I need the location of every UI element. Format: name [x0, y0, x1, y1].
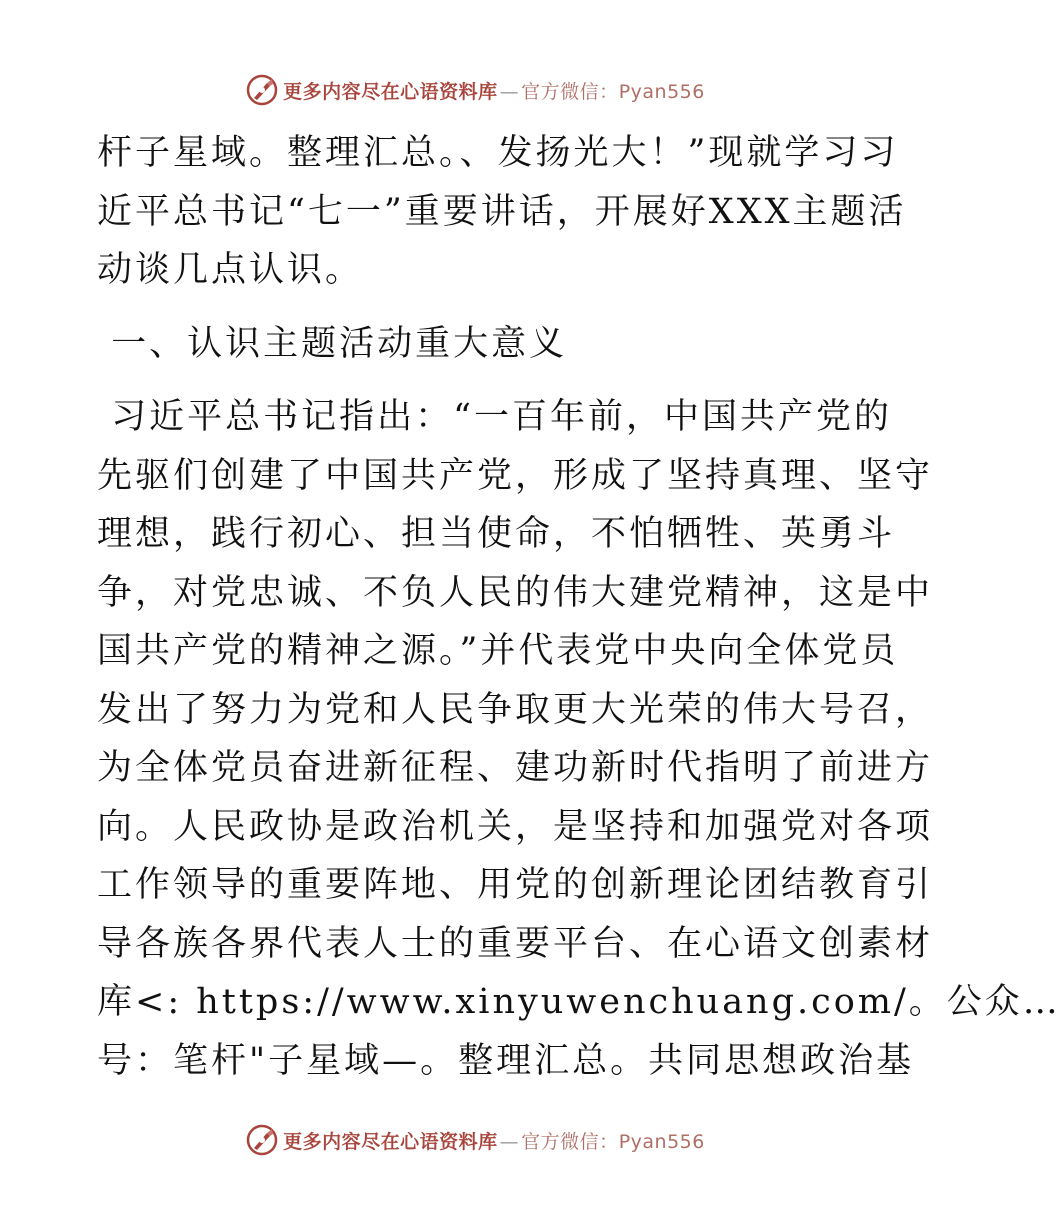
- document-body: [97, 124, 1061, 1090]
- text-line: 动谈几点认识。: [97, 250, 364, 290]
- heading-text: 一、认识主题活动重大意义: [97, 323, 568, 364]
- text-line: 习近平总书记指出：“一百年前，中国共产党的: [97, 397, 893, 437]
- text-line: 国共产党的精神之源。”并代表党中央向全体党员: [97, 631, 899, 671]
- watermark-separator: —: [499, 80, 520, 103]
- text-line: 向。人民政协是政治机关，是坚持和加强党对各项: [97, 806, 934, 847]
- text-line-url: 库<: https://www.xinyuwenchuang.com/。公众…: [97, 982, 1061, 1022]
- watermark-wechat-id: Pyan556: [618, 1130, 705, 1153]
- text-line: 导各族各界代表人士的重要平台、在心语文创素材: [97, 923, 934, 964]
- paragraph-body: [97, 388, 1061, 1090]
- watermark-text: [283, 1127, 705, 1154]
- text-line: 发出了努力为党和人民争取更大光荣的伟大号召，: [97, 689, 934, 730]
- watermark-wechat-label: 官方微信：: [521, 80, 619, 103]
- text-line: 为全体党员奋进新征程、建功新时代指明了前进方: [97, 748, 934, 788]
- text-line: 近平总书记“七一”重要讲话，开展好XXX主题活: [97, 191, 907, 232]
- text-line: 杆子星域。整理汇总。、发扬光大！”现就学习习: [97, 133, 899, 173]
- watermark-main-text: 更多内容尽在心语资料库: [283, 80, 498, 103]
- quill-pen-icon: [245, 73, 279, 107]
- text-line: 争，对党忠诚、不负人民的伟大建党精神，这是中: [97, 572, 934, 613]
- text-line: 理想，践行初心、担当使命，不怕牺牲、英勇斗: [97, 514, 896, 554]
- watermark-text: [283, 77, 705, 104]
- header-watermark-banner: [0, 70, 950, 110]
- quill-pen-icon: [245, 1123, 279, 1157]
- watermark-main-text: 更多内容尽在心语资料库: [283, 1130, 498, 1153]
- watermark-wechat-id: Pyan556: [618, 80, 705, 103]
- text-line: 号：笔杆"子星域—。整理汇总。共同思想政治基: [97, 1040, 915, 1081]
- paragraph-intro-end: [97, 124, 907, 300]
- watermark-separator: —: [499, 1130, 520, 1153]
- text-line: 工作领导的重要阵地、用党的创新理论团结教育引: [97, 865, 934, 905]
- section-heading: [97, 315, 857, 374]
- footer-watermark-banner: [0, 1120, 950, 1160]
- text-line: 先驱们创建了中国共产党，形成了坚持真理、坚守: [97, 455, 934, 496]
- watermark-wechat-label: 官方微信：: [521, 1130, 619, 1153]
